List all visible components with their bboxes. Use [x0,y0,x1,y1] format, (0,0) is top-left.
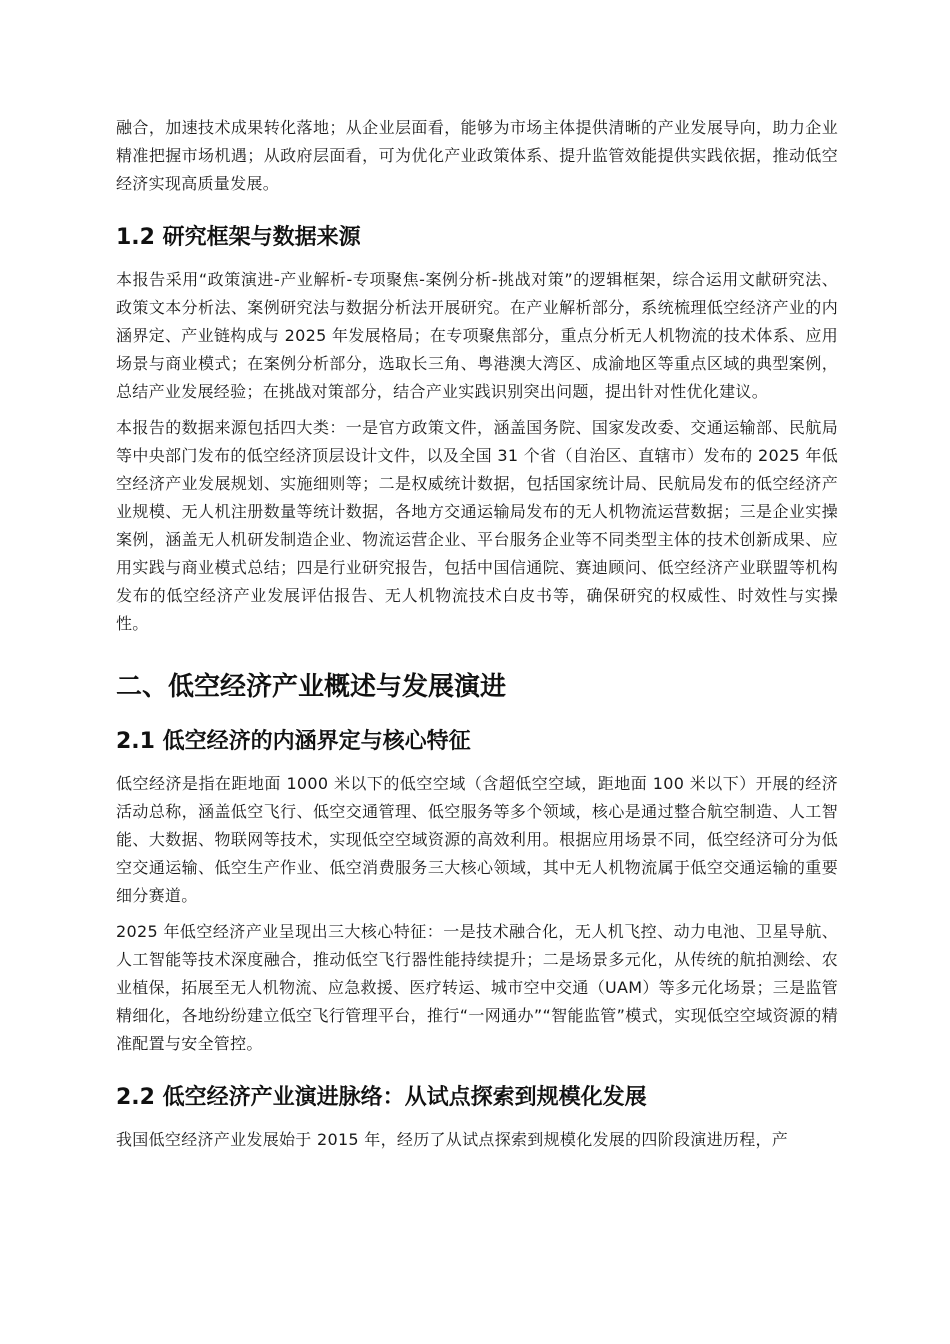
section-1-2-heading: 1.2 研究框架与数据来源 [116,225,361,250]
section-1-2-paragraph-1: 本报告采用“政策演进-产业解析-专项聚焦-案例分析-挑战对策”的逻辑框架，综合运用文献研究法、政策文本分析法、案例研究法与数据分析法开展研究。在产业解析部分，系统梳理低空经济产业的内涵界定、产业链构成与 2025 年发展格局；在专项聚焦部分，重点分析无人机物流的技术体系、应用场景与商业模式；在案例分析部分，选取长三角、粤港澳大湾区、成渝地区等重点区域的典型案例，总结产业发展经验；在挑战对策部分，结合产业实践识别突出问题，提出针对性优化建议。 [116,270,838,401]
section-2-2-heading: 2.2 低空经济产业演进脉络：从试点探索到规模化发展 [116,1085,647,1110]
document-page [116,114,838,1154]
intro-paragraph: 融合，加速技术成果转化落地；从企业层面看，能够为市场主体提供清晰的产业发展导向，助力企业精准把握市场机遇；从政府层面看，可为优化产业政策体系、提升监管效能提供实践依据，推动低空经济实现高质量发展。 [116,118,838,193]
chapter-2-heading: 二、低空经济产业概述与发展演进 [116,672,507,702]
section-2-1-paragraph-2: 2025 年低空经济产业呈现出三大核心特征：一是技术融合化，无人机飞控、动力电池、卫星导航、人工智能等技术深度融合，推动低空飞行器性能持续提升；二是场景多元化，从传统的航拍测绘、农业植保，拓展至无人机物流、应急救援、医疗转运、城市空中交通（UAM）等多元化场景；三是监管精细化，各地纷纷建立低空飞行管理平台，推行“一网通办”“智能监管”模式，实现低空空域资源的精准配置与安全管控。 [116,922,838,1053]
section-2-1-heading: 2.1 低空经济的内涵界定与核心特征 [116,729,471,754]
section-1-2-paragraph-2: 本报告的数据来源包括四大类：一是官方政策文件，涵盖国务院、国家发改委、交通运输部、民航局等中央部门发布的低空经济顶层设计文件，以及全国 31 个省（自治区、直辖市）发布的 2025 年低空经济产业发展规划、实施细则等；二是权威统计数据，包括国家统计局、民航局发布的低空经济产业规模、无人机注册数量等统计数据，各地方交通运输局发布的无人机物流运营数据；三是企业实操案例，涵盖无人机研发制造企业、物流运营企业、平台服务企业等不同类型主体的技术创新成果、应用实践与商业模式总结；四是行业研究报告，包括中国信通院、赛迪顾问、低空经济产业联盟等机构发布的低空经济产业发展评估报告、无人机物流技术白皮书等，确保研究的权威性、时效性与实操性。 [116,418,838,633]
section-2-2-paragraph-1: 我国低空经济产业发展始于 2015 年，经历了从试点探索到规模化发展的四阶段演进历程，产 [116,1130,789,1149]
section-2-1-paragraph-1: 低空经济是指在距地面 1000 米以下的低空空域（含超低空空域，距地面 100 米以下）开展的经济活动总称，涵盖低空飞行、低空交通管理、低空服务等多个领域，核心是通过整合航空制造、人工智能、大数据、物联网等技术，实现低空空域资源的高效利用。根据应用场景不同，低空经济可分为低空交通运输、低空生产作业、低空消费服务三大核心领域，其中无人机物流属于低空交通运输的重要细分赛道。 [116,774,838,905]
